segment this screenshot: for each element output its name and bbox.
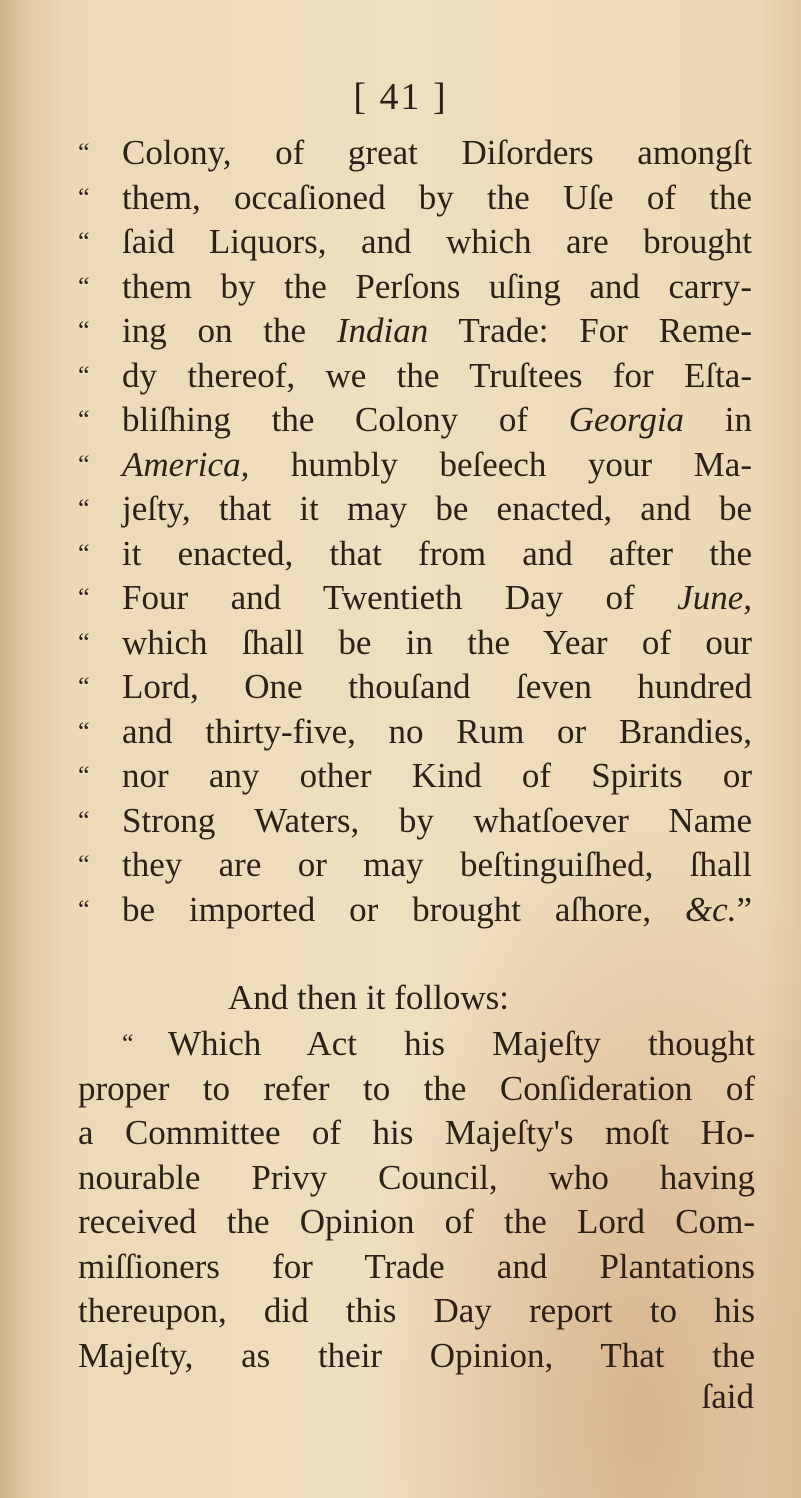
text-line: a Committee of his Majeſty's moſt Ho- [78,1113,755,1152]
text-segment: ing on the [122,311,337,350]
text-segment: they are or may beſtinguiſhed, ſhall [122,845,752,884]
text-segment: Trade: For Reme- [428,311,752,350]
text-line [122,398,752,443]
text-line [122,621,752,666]
text-line: received the Opinion of the Lord Com- [78,1202,755,1241]
text-segment: dy thereof, we the Truſtees for Eſta- [122,355,752,395]
quote-mark: “ [78,805,90,835]
quote-mark: “ [78,316,90,345]
text-line [122,754,752,799]
quote-mark: “ [78,716,90,746]
italic-text: &c. [684,889,737,929]
text-line [122,843,752,888]
text-segment: them, occaſioned by the Uſe of the [122,177,752,217]
quote-mark: “ [78,761,90,790]
text-line: nourable Privy Council, who having [78,1157,755,1197]
quote-mark: “ [122,1029,134,1058]
text-segment: ” [736,889,752,929]
text-line [122,576,752,621]
quote-mark: “ [78,494,90,523]
quote-mark: “ [78,850,90,879]
text-segment: ſaid Liquors, and which are brought [122,222,752,261]
quote-mark: “ [78,538,90,568]
catchword: ſaid [701,1377,754,1416]
text-segment: it enacted, that from and after the [122,533,752,573]
text-segment: them by the Perſons uſing and carry- [122,266,752,306]
text-segment: in [684,400,752,439]
italic-text: Georgia [568,400,685,439]
text-line [122,220,752,265]
quote-mark: “ [78,894,90,924]
text-line: thereupon, did this Day report to his [78,1291,755,1330]
text-line: Majeſty, as their Opinion, That the [78,1335,755,1375]
page-number: [ 41 ] [353,76,448,118]
text-line [122,131,752,176]
text-segment: which ſhall be in the Year of our [122,622,752,662]
text-line [122,354,752,399]
text-segment: Four and Twentieth Day of [122,578,678,617]
text-segment: nor any other Kind of Spirits or [122,756,752,795]
text-line [122,665,752,710]
quote-mark: “ [78,182,90,212]
text-segment: jeſty, that it may be enacted, and be [122,489,752,528]
text-line [122,176,752,221]
intro-line: And then it follows: [228,978,509,1017]
quote-mark: “ [78,627,90,657]
text-line [122,532,752,577]
text-line [122,443,752,488]
text-line [122,265,752,310]
quote-mark: “ [78,583,90,612]
text-line [122,799,752,844]
text-segment: and thirty-five, no Rum or Brandies, [122,711,752,751]
text-line: Which Act his Majeſty thought [168,1024,755,1063]
quote-mark: “ [78,405,90,434]
text-segment: be imported or brought aſhore, [122,889,685,929]
italic-text: Indian [336,311,429,350]
italic-text: June, [677,578,752,617]
text-line [122,710,752,755]
quote-mark: “ [78,271,90,301]
text-segment: humbly beſeech your Ma- [249,444,752,484]
text-line [122,487,752,532]
quote-mark: “ [78,360,90,390]
text-line [122,309,752,354]
text-segment: Lord, One thouſand ſeven hundred [122,667,752,706]
text-line: proper to refer to the Conſideration of [78,1068,755,1108]
text-segment: Strong Waters, by whatſoever Name [122,800,752,840]
text-line: miſſioners for Trade and Plantations [78,1246,755,1286]
italic-text: America, [122,444,250,484]
quote-mark: “ [78,672,90,701]
quote-mark: “ [78,449,90,479]
quote-mark: “ [78,227,90,256]
text-line [122,888,752,933]
text-segment: bliſhing the Colony of [122,400,569,439]
quote-mark: “ [78,138,90,167]
text-segment: Colony, of great Diſorders amongſt [122,133,752,172]
